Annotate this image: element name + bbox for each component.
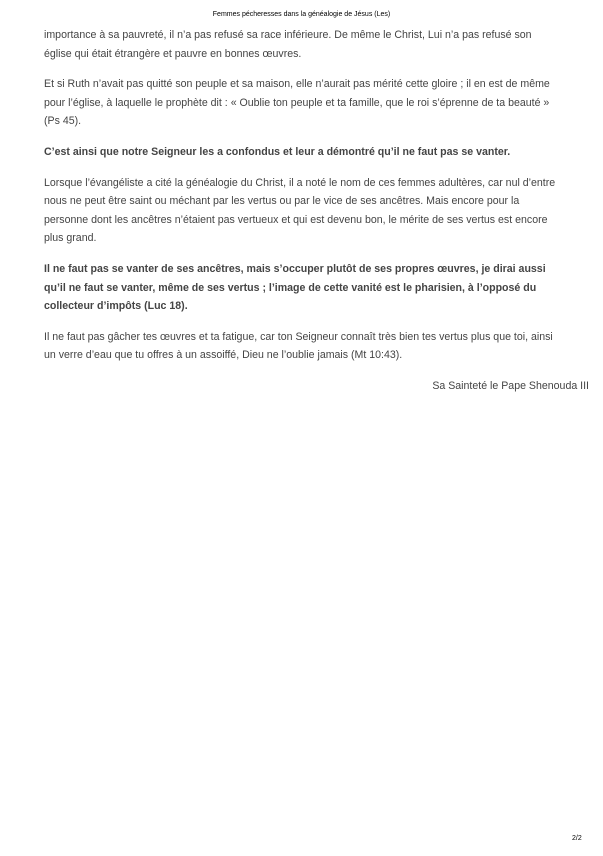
paragraph-race — [44, 26, 560, 63]
signature: Sa Sainteté le Pape Shenouda III — [432, 379, 589, 392]
text-line: un verre d’eau que tu offres à un assoiffé, Dieu ne l’oublie jamais (Mt 10:43). — [44, 349, 403, 362]
text-line: collecteur d’impôts (Luc 18). — [44, 300, 188, 313]
article-body — [44, 26, 589, 408]
paragraph-ruth — [44, 75, 560, 131]
paragraph-genealogie — [44, 174, 560, 248]
text-line: qu’il ne faut se vanter, même de ses vertus ; l’image de cette vanité est le pharisien, à l’opposé du — [44, 281, 537, 294]
paragraph-ancetres — [44, 260, 560, 316]
page-header-title: Femmes pécheresses dans la généalogie de Jésus (Les) — [212, 11, 391, 18]
text-line: Il ne faut pas se vanter de ses ancêtres, mais s’occuper plutôt de ses propres œuvres, je dirai aussi — [44, 262, 546, 275]
text-line: plus grand. — [44, 232, 97, 245]
text-line: pour l’église, à laquelle le prophète dit : « Oublie ton peuple et ta famille, que le roi s’éprenne de ta beauté » — [44, 96, 550, 109]
paragraph-oeuvres — [44, 328, 560, 365]
page-number: 2/2 — [572, 835, 582, 842]
text-line: importance à sa pauvreté, il n’a pas refusé sa race inférieure. De même le Christ, Lui n’a pas refusé son — [44, 29, 532, 41]
text-line: personne dont les ancêtres n’étaient pas vertueux et qui est devenu bon, le mérite de ses vertus est encore — [44, 213, 548, 226]
text-line: (Ps 45). — [44, 115, 82, 128]
text-line: Il ne faut pas gâcher tes œuvres et ta fatigue, car ton Seigneur connaît très bien tes vertus plus que toi, ainsi — [44, 330, 553, 343]
text-line: Lorsque l’évangéliste a cité la généalogie du Christ, il a noté le nom de ces femmes adultères, car nul d’entre — [44, 176, 556, 189]
text-line: Et si Ruth n’avait pas quitté son peuple et sa maison, elle n’aurait pas mérité cette gloire ; il en est de même — [44, 78, 550, 91]
text-line: église qui était étrangère et pauvre en bonnes œuvres. — [44, 47, 302, 60]
text-line: nous ne peut être saint ou méchant par les vertus ou par le vice de ses ancêtres. Mais encore pour la — [44, 195, 520, 208]
paragraph-confondus — [44, 143, 560, 162]
text-line: C’est ainsi que notre Seigneur les a confondus et leur a démontré qu’il ne faut pas se vanter. — [44, 145, 511, 158]
